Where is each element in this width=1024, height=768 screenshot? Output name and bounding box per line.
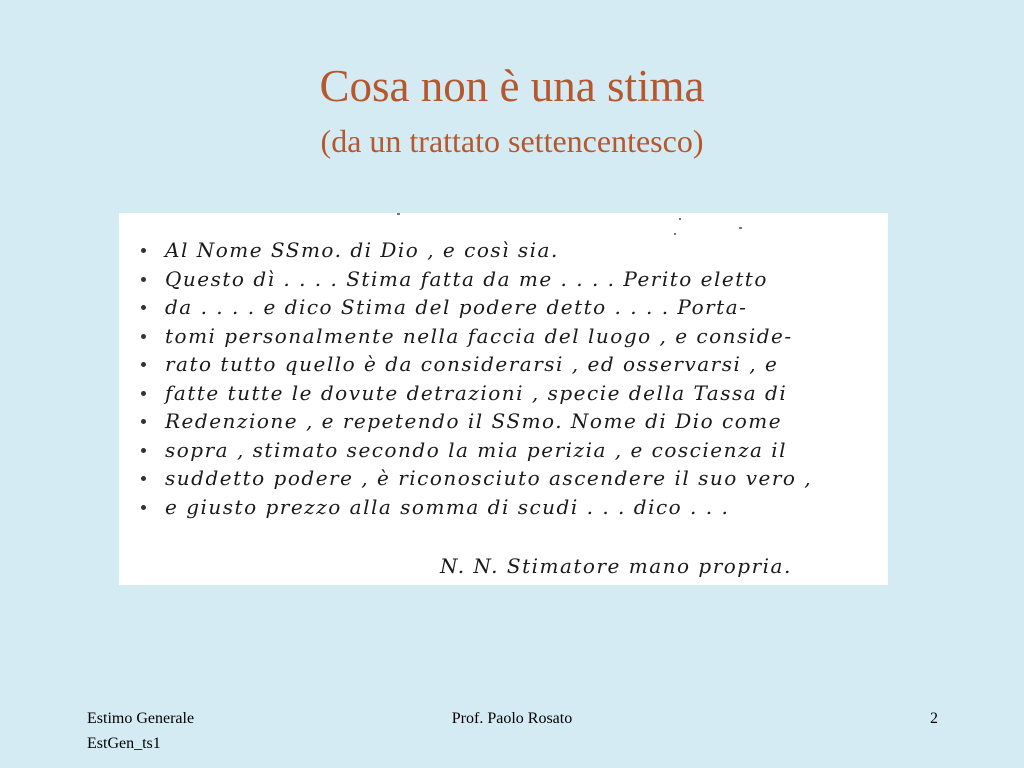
scan-speck [674, 233, 676, 235]
scan-text-line [165, 379, 865, 408]
scan-speck [739, 227, 742, 229]
scan-line-text: Al Nome SSmo. di Dio , e così sia. [165, 238, 559, 262]
scan-line-text: sopra , stimato secondo la mia perizia , e coscienza il [165, 437, 788, 462]
scan-text-line [165, 493, 865, 522]
bullet-icon [141, 476, 146, 481]
bullet-icon [141, 248, 146, 253]
page-number: 2 [930, 710, 938, 727]
scan-line-text: suddetto podere , è riconosciuto ascendere il suo vero , [165, 466, 813, 490]
bullet-icon [141, 505, 146, 510]
scan-text-line [165, 464, 865, 493]
scan-text-line [165, 322, 865, 351]
scan-text-line [165, 350, 865, 379]
scan-line-text: e giusto prezzo alla somma di scudi . . . dico . . . [165, 494, 730, 519]
scan-signature: N. N. Stimatore mano propria. [440, 554, 792, 578]
scan-line-text: da . . . . e dico Stima del podere detto . . . . Porta- [165, 295, 748, 319]
bullet-icon [141, 448, 146, 453]
bullet-icon [141, 334, 146, 339]
bullet-icon [141, 419, 146, 424]
scan-line-text: Questo dì . . . . Stima fatta da me . . . . Perito eletto [165, 266, 768, 291]
bullet-icon [141, 305, 146, 310]
slide-title: Cosa non è una stima [319, 61, 705, 111]
scan-text-line [165, 265, 865, 294]
bullet-icon [141, 362, 146, 367]
scan-speck [397, 213, 400, 215]
scan-text-line [165, 293, 865, 322]
footer-author: Prof. Paolo Rosato [451, 710, 573, 727]
slide-subtitle: (da un trattato settencentesco) [320, 123, 704, 159]
scan-line-text: rato tutto quello è da considerarsi , ed osservarsi , e [165, 352, 779, 376]
bullet-icon [141, 277, 146, 282]
scan-text-line [165, 407, 865, 436]
bullet-icon [141, 391, 146, 396]
scan-text-line [165, 236, 865, 265]
scan-line-text: Redenzione , e repetendo il SSmo. Nome di Dio come [165, 409, 783, 433]
footer-course-code: EstGen_ts1 [87, 735, 161, 752]
scan-text-line [165, 436, 865, 465]
scan-line-text: tomi personalmente nella faccia del luogo , e conside- [165, 323, 793, 348]
scan-text-block [165, 236, 865, 521]
scan-speck [679, 218, 681, 220]
scan-line-text: fatte tutte le dovute detrazioni , specie della Tassa di [165, 380, 788, 405]
footer-course-name: Estimo Generale [87, 710, 195, 727]
